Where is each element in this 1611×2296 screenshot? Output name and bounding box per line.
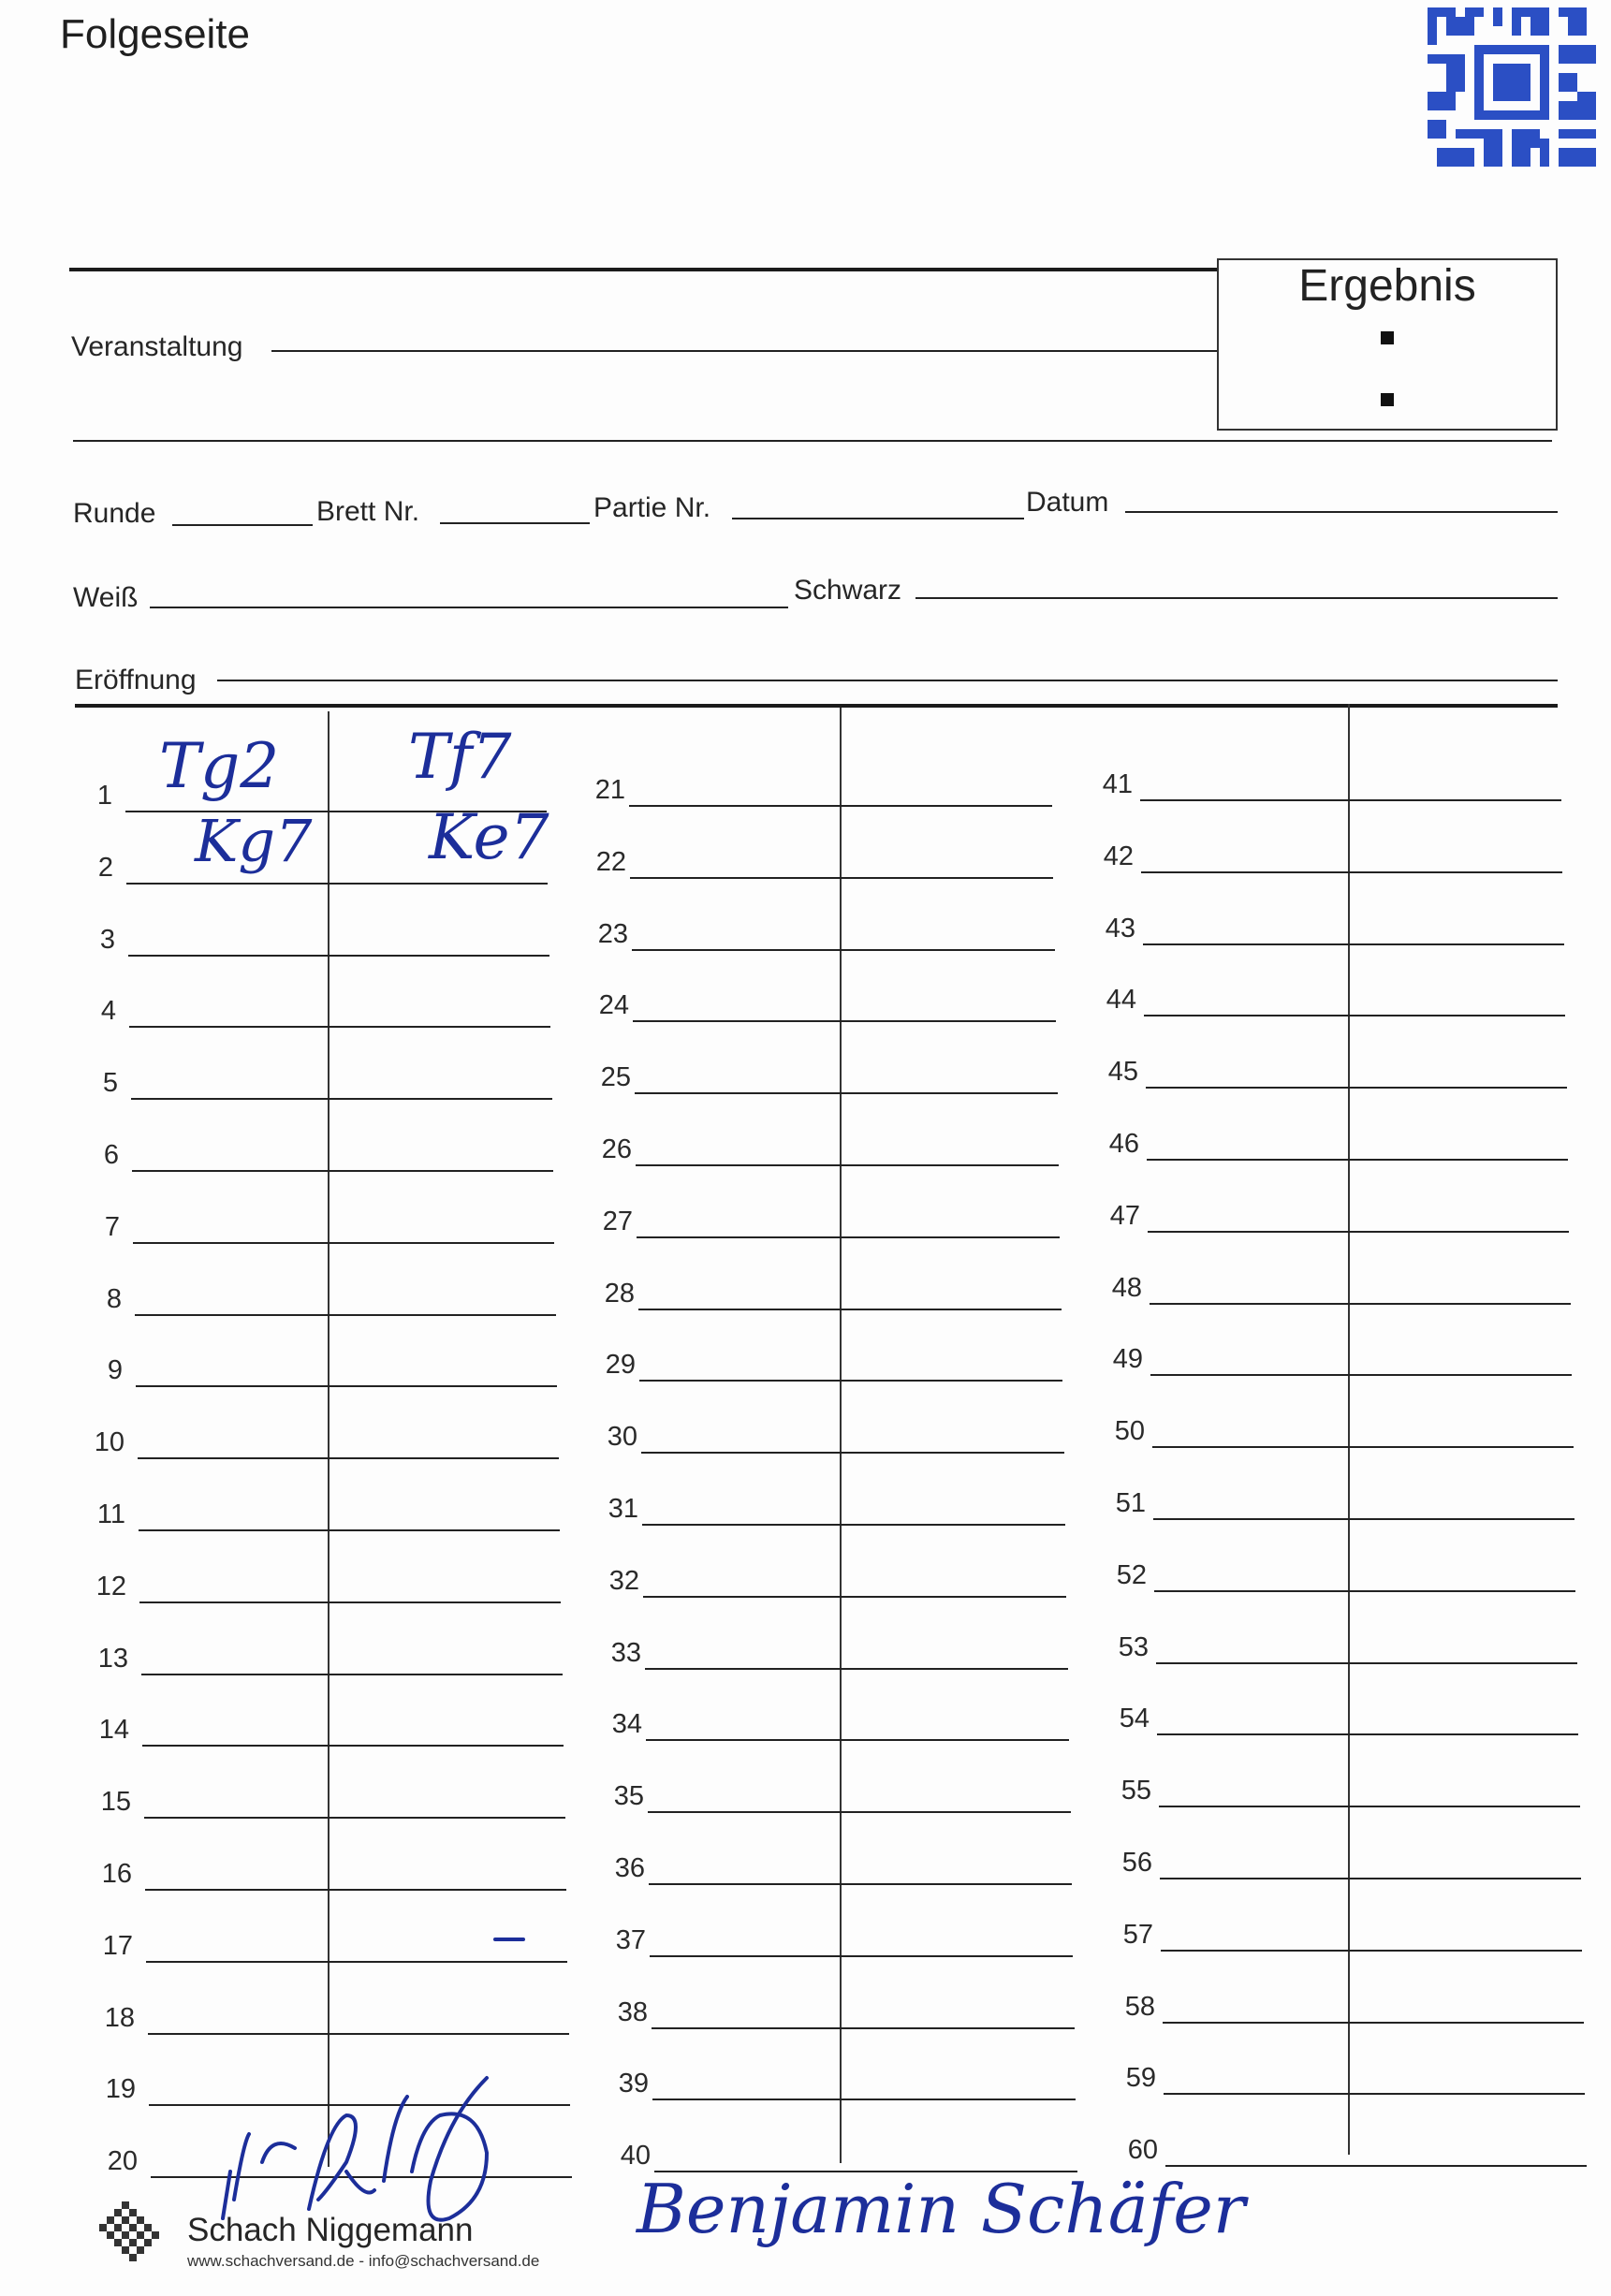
move-number: 50: [1114, 1416, 1145, 1446]
move-1-white[interactable]: Tg2: [159, 730, 280, 802]
move-line[interactable]: [1157, 1733, 1578, 1735]
move-number: 9: [107, 1355, 123, 1385]
move-line[interactable]: [637, 1236, 1060, 1238]
top-rule: [69, 268, 1217, 271]
move-number: 3: [99, 925, 115, 955]
runde-field[interactable]: [172, 524, 313, 526]
move-line[interactable]: [648, 1811, 1071, 1813]
move-line[interactable]: [132, 1170, 553, 1172]
eroeffnung-field[interactable]: [217, 680, 1558, 681]
move-number: 52: [1116, 1560, 1147, 1590]
brand-name: Schach Niggemann: [187, 2212, 474, 2248]
move-number: 43: [1105, 914, 1135, 943]
move-number: 21: [594, 775, 625, 805]
move-line[interactable]: [1141, 871, 1562, 873]
move-number: 12: [95, 1572, 126, 1601]
schwarz-field[interactable]: [915, 597, 1558, 599]
brand-contact: www.schachversand.de - info@schachversand.de: [187, 2252, 540, 2270]
ink-mark-icon: [491, 1934, 529, 1945]
move-number: 44: [1106, 985, 1136, 1015]
move-1-black[interactable]: Tf7: [408, 721, 512, 793]
move-number: 17: [102, 1931, 133, 1961]
move-number: 51: [1115, 1488, 1146, 1518]
move-line[interactable]: [1146, 1087, 1567, 1089]
move-number: 34: [611, 1709, 642, 1739]
move-line[interactable]: [1144, 1015, 1565, 1016]
move-number: 32: [608, 1566, 639, 1596]
move-line[interactable]: [632, 949, 1055, 951]
move-number: 33: [610, 1638, 641, 1668]
move-number: 4: [100, 996, 116, 1026]
move-line[interactable]: [1163, 2022, 1584, 2024]
move-number: 8: [106, 1284, 122, 1314]
move-number: 22: [595, 847, 626, 877]
runde-label: Runde: [73, 498, 156, 529]
move-number: 2: [97, 853, 113, 883]
col3-separator: [1348, 704, 1350, 2155]
schwarz-label: Schwarz: [794, 575, 902, 606]
move-line[interactable]: [139, 1529, 560, 1531]
move-number: 38: [617, 1997, 648, 2027]
move-2-white[interactable]: Kg7: [195, 807, 313, 875]
move-line[interactable]: [1164, 2093, 1585, 2095]
move-number: 20: [107, 2146, 138, 2176]
move-line[interactable]: [128, 955, 549, 957]
move-line[interactable]: [639, 1380, 1062, 1382]
move-number: 19: [105, 2074, 136, 2104]
move-line[interactable]: [645, 1668, 1068, 1670]
move-number: 5: [102, 1068, 118, 1098]
move-number: 14: [98, 1715, 129, 1745]
move-line[interactable]: [646, 1739, 1069, 1741]
move-line[interactable]: [133, 1242, 554, 1244]
move-line[interactable]: [636, 1164, 1059, 1166]
table-top-rule: [75, 704, 1558, 708]
move-2-black[interactable]: Ke7: [429, 801, 549, 873]
partie-field[interactable]: [732, 518, 1024, 519]
weiss-label: Weiß: [73, 582, 139, 613]
move-line[interactable]: [1140, 799, 1561, 801]
brett-label: Brett Nr.: [316, 496, 420, 527]
move-number: 45: [1107, 1057, 1138, 1087]
move-number: 55: [1120, 1776, 1151, 1806]
brett-field[interactable]: [440, 522, 590, 524]
move-line[interactable]: [643, 1596, 1066, 1598]
move-line[interactable]: [1154, 1590, 1575, 1592]
move-line[interactable]: [142, 1745, 564, 1747]
move-number: 60: [1127, 2135, 1158, 2165]
move-number: 29: [605, 1350, 636, 1380]
move-number: 7: [104, 1212, 120, 1242]
move-number: 35: [613, 1781, 644, 1811]
page-title: Folgeseite: [60, 11, 251, 57]
move-line[interactable]: [652, 2099, 1076, 2100]
veranstaltung-label: Veranstaltung: [71, 331, 243, 362]
move-line[interactable]: [633, 1020, 1056, 1022]
move-line[interactable]: [1152, 1446, 1574, 1448]
partie-label: Partie Nr.: [593, 492, 711, 523]
move-line[interactable]: [1156, 1662, 1577, 1664]
move-number: 6: [103, 1140, 119, 1170]
move-number: 13: [97, 1644, 128, 1674]
move-number: 1: [96, 781, 112, 811]
move-number: 27: [602, 1206, 633, 1236]
move-number: 18: [104, 2003, 135, 2033]
move-number: 36: [614, 1853, 645, 1883]
move-number: 57: [1122, 1920, 1153, 1950]
signature-1: [206, 2059, 543, 2237]
move-line[interactable]: [138, 1457, 559, 1459]
move-line[interactable]: [649, 1883, 1072, 1885]
result-black-marker: [1381, 393, 1394, 406]
move-line[interactable]: [136, 1385, 557, 1387]
move-number: 37: [615, 1925, 646, 1955]
move-line[interactable]: [126, 883, 548, 885]
move-line[interactable]: [1143, 943, 1564, 945]
move-number: 40: [620, 2141, 651, 2171]
move-line[interactable]: [630, 877, 1053, 879]
move-number: 15: [100, 1787, 131, 1817]
move-number: 25: [600, 1062, 631, 1092]
move-line[interactable]: [145, 1889, 566, 1891]
eroeffnung-label: Eröffnung: [75, 665, 197, 695]
move-number: 23: [597, 919, 628, 949]
header-divider: [73, 440, 1552, 442]
move-line[interactable]: [139, 1601, 561, 1603]
result-white-marker: [1381, 331, 1394, 344]
move-line[interactable]: [148, 2033, 569, 2035]
move-number: 59: [1125, 2063, 1156, 2093]
move-number: 49: [1112, 1344, 1143, 1374]
move-number: 54: [1119, 1704, 1150, 1733]
move-line[interactable]: [1150, 1374, 1572, 1376]
move-line[interactable]: [1160, 1878, 1581, 1879]
move-number: 47: [1109, 1201, 1140, 1231]
move-line[interactable]: [642, 1524, 1065, 1526]
move-line[interactable]: [131, 1098, 552, 1100]
result-box[interactable]: [1217, 258, 1558, 431]
move-number: 11: [96, 1499, 125, 1529]
move-line[interactable]: [1161, 1950, 1582, 1952]
move-line[interactable]: [1147, 1159, 1568, 1161]
datum-label: Datum: [1026, 487, 1109, 518]
move-line[interactable]: [641, 1452, 1064, 1454]
move-line[interactable]: [1159, 1806, 1580, 1807]
veranstaltung-field[interactable]: [271, 350, 1217, 352]
move-line[interactable]: [135, 1314, 556, 1316]
move-line[interactable]: [1165, 2165, 1587, 2167]
qr-code-icon: [1427, 7, 1597, 167]
datum-field[interactable]: [1125, 511, 1558, 513]
move-number: 42: [1103, 841, 1134, 871]
result-title: Ergebnis: [1298, 261, 1476, 311]
col2-separator: [840, 708, 842, 2163]
move-line[interactable]: [638, 1309, 1062, 1310]
move-number: 16: [101, 1859, 132, 1889]
move-line[interactable]: [146, 1961, 567, 1963]
move-number: 56: [1121, 1848, 1152, 1878]
move-line[interactable]: [629, 805, 1052, 807]
move-number: 24: [598, 990, 629, 1020]
chess-logo-icon: [99, 2201, 159, 2261]
move-line[interactable]: [652, 2027, 1075, 2029]
move-line[interactable]: [635, 1092, 1058, 1094]
move-number: 46: [1108, 1129, 1139, 1159]
signature-2: Benjamin Schäfer: [637, 2170, 1246, 2248]
move-line[interactable]: [1148, 1231, 1569, 1233]
move-line[interactable]: [650, 1955, 1073, 1957]
move-line[interactable]: [129, 1026, 550, 1028]
move-number: 53: [1118, 1632, 1149, 1662]
move-number: 28: [604, 1279, 635, 1309]
move-number: 10: [94, 1427, 124, 1457]
move-line[interactable]: [1150, 1303, 1571, 1305]
move-line[interactable]: [1153, 1518, 1574, 1520]
move-line[interactable]: [141, 1674, 563, 1675]
move-number: 48: [1111, 1273, 1142, 1303]
move-number: 30: [607, 1422, 637, 1452]
move-number: 58: [1124, 1992, 1155, 2022]
move-number: 41: [1102, 769, 1133, 799]
col1-separator: [328, 711, 330, 2167]
move-line[interactable]: [144, 1817, 565, 1819]
weiss-field[interactable]: [150, 607, 788, 608]
move-number: 26: [601, 1134, 632, 1164]
move-number: 39: [618, 2069, 649, 2099]
move-number: 31: [608, 1494, 638, 1524]
